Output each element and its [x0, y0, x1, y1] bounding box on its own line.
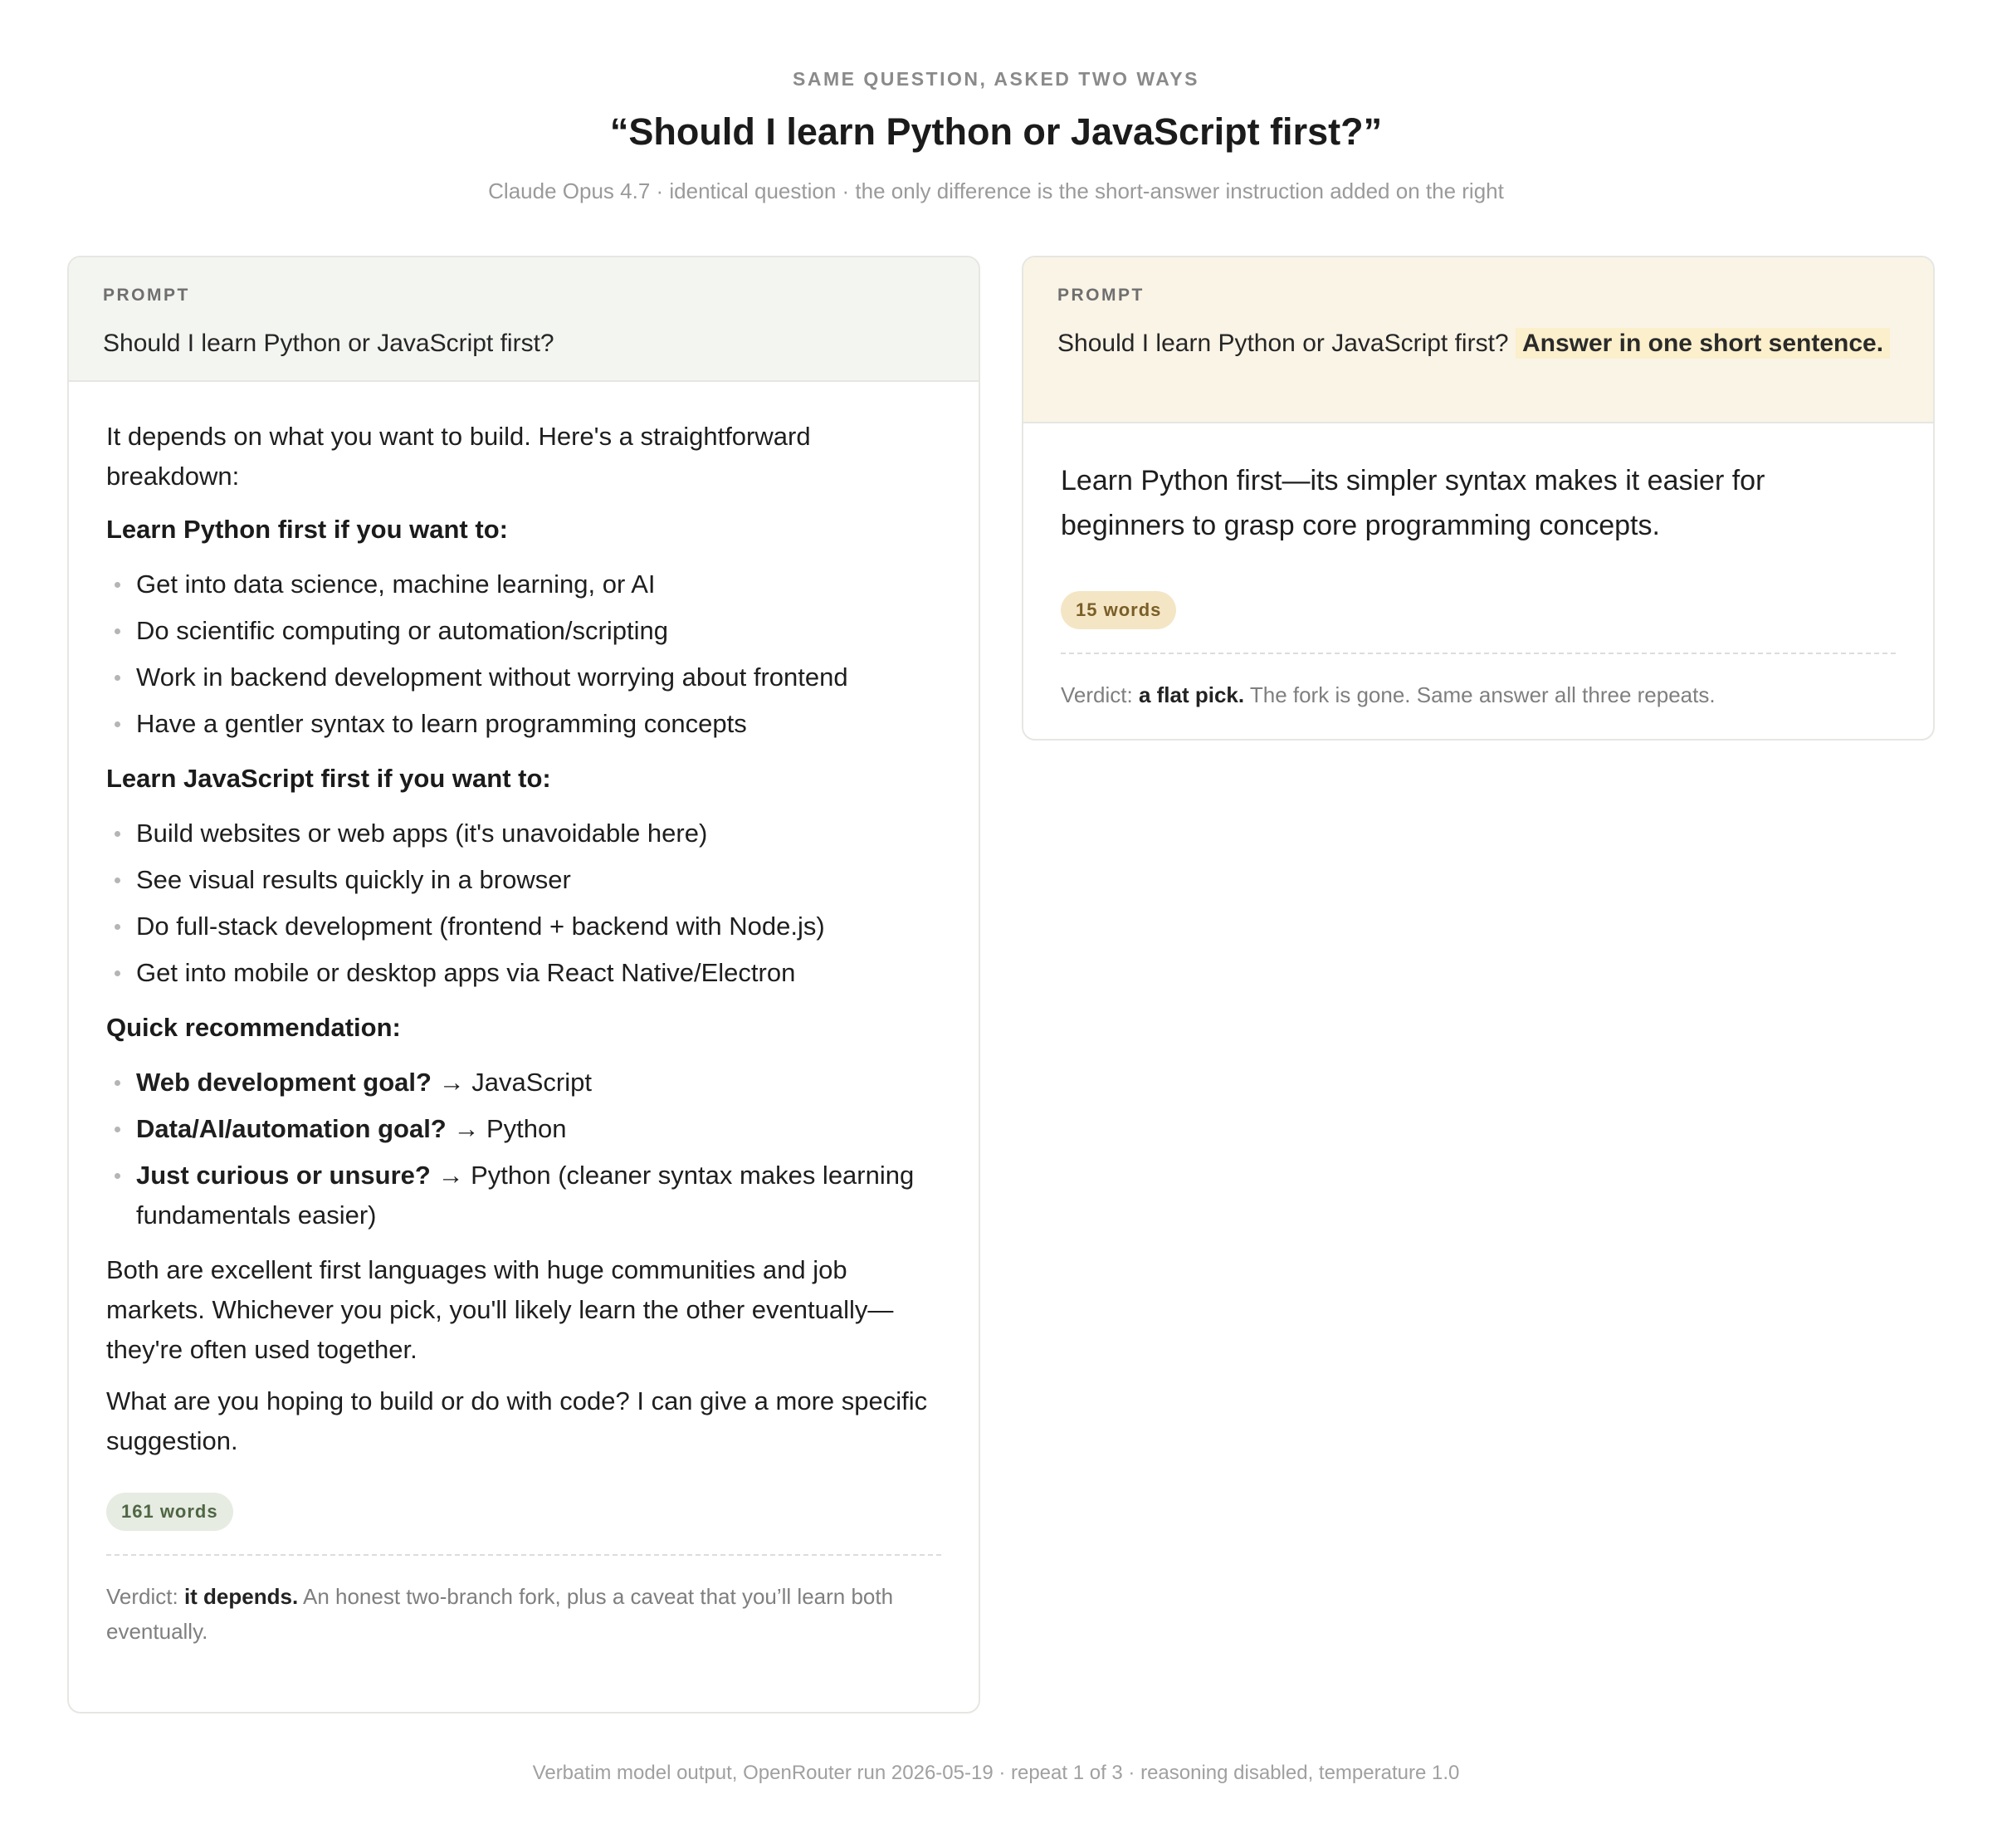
verdict-prefix: Verdict:	[1061, 682, 1139, 707]
prompt-instruction-highlight: Answer in one short sentence.	[1516, 328, 1890, 359]
list-item: Get into data science, machine learning, or AI	[106, 565, 941, 604]
list-item: See visual results quickly in a browser	[106, 860, 941, 900]
verdict-rest: The fork is gone. Same answer all three repeats.	[1244, 682, 1716, 707]
prompt-label: PROMPT	[1057, 286, 1145, 305]
list-item: Work in backend development without worrying about frontend	[106, 658, 941, 697]
list-item: Do scientific computing or automation/scripting	[106, 611, 941, 651]
list-item: Build websites or web apps (it's unavoidable here)	[106, 814, 941, 853]
header	[0, 68, 1992, 204]
right-card	[1022, 256, 1935, 741]
footer-note: Verbatim model output, OpenRouter run 2026-05-19 · repeat 1 of 3 · reasoning disabled, temperature 1.0	[532, 1762, 1460, 1784]
prompt-text: Should I learn Python or JavaScript first?	[103, 330, 554, 357]
verdict-rest: An honest two-branch fork, plus a caveat that you’ll learn both eventually.	[106, 1584, 894, 1644]
left-card	[67, 256, 980, 1714]
verdict-bold: it depends.	[183, 1584, 299, 1609]
rec-goal: Data/AI/automation goal?	[136, 1114, 447, 1143]
right-response	[1023, 423, 1933, 712]
closing-text: Both are excellent first languages with huge communities and job markets. Whichever you pick, you'll likely learn the other eventually—they're often used together.	[106, 1255, 894, 1364]
right-prompt	[1023, 257, 1933, 423]
left-prompt	[69, 257, 979, 382]
verdict	[106, 1579, 941, 1649]
rec-pick: → Python (cleaner syntax makes learning fundamentals easier)	[136, 1161, 915, 1230]
list-item: Get into mobile or desktop apps via React Native/Electron	[106, 953, 941, 993]
list-item: Do full-stack development (frontend + backend with Node.js)	[106, 907, 941, 946]
eyebrow: SAME QUESTION, ASKED TWO WAYS	[793, 68, 1199, 90]
answer-text: Learn Python first—its simpler syntax makes it easier for beginners to grasp core programming concepts.	[1061, 465, 1765, 541]
divider	[106, 1554, 941, 1556]
rec-pick: → JavaScript	[431, 1068, 592, 1097]
js-list	[106, 814, 941, 993]
rec-pick: → Python	[446, 1114, 567, 1143]
verdict-prefix: Verdict:	[106, 1584, 184, 1609]
list-item	[106, 1063, 941, 1102]
prompt-text	[1057, 324, 1899, 363]
prompt-question: Should I learn Python or JavaScript first?	[1057, 330, 1509, 357]
js-heading: Learn JavaScript first if you want to:	[106, 764, 551, 793]
intro-text: It depends on what you want to build. Here's a straightforward breakdown:	[106, 422, 811, 491]
python-heading: Learn Python first if you want to:	[106, 515, 508, 544]
verdict-bold: a flat pick.	[1138, 682, 1245, 707]
word-count-badge: 15 words	[1061, 591, 1176, 629]
recommendation-heading: Quick recommendation:	[106, 1013, 401, 1042]
python-list	[106, 565, 941, 744]
list-item	[106, 1109, 941, 1149]
rec-goal: Just curious or unsure?	[136, 1161, 431, 1190]
left-response	[69, 382, 979, 1649]
divider	[1061, 653, 1896, 654]
recommendation-list	[106, 1063, 941, 1235]
word-count-badge: 161 words	[106, 1493, 233, 1531]
page-title: “Should I learn Python or JavaScript first?”	[609, 110, 1383, 153]
verdict	[1061, 677, 1896, 712]
question-text: What are you hoping to build or do with code? I can give a more specific suggestion.	[106, 1386, 928, 1455]
list-item	[106, 1156, 941, 1235]
prompt-label: PROMPT	[103, 286, 190, 305]
subtitle: Claude Opus 4.7 · identical question · the only difference is the short-answer instruction added on the right	[488, 178, 1504, 203]
list-item: Have a gentler syntax to learn programming concepts	[106, 704, 941, 744]
rec-goal: Web development goal?	[136, 1068, 432, 1097]
